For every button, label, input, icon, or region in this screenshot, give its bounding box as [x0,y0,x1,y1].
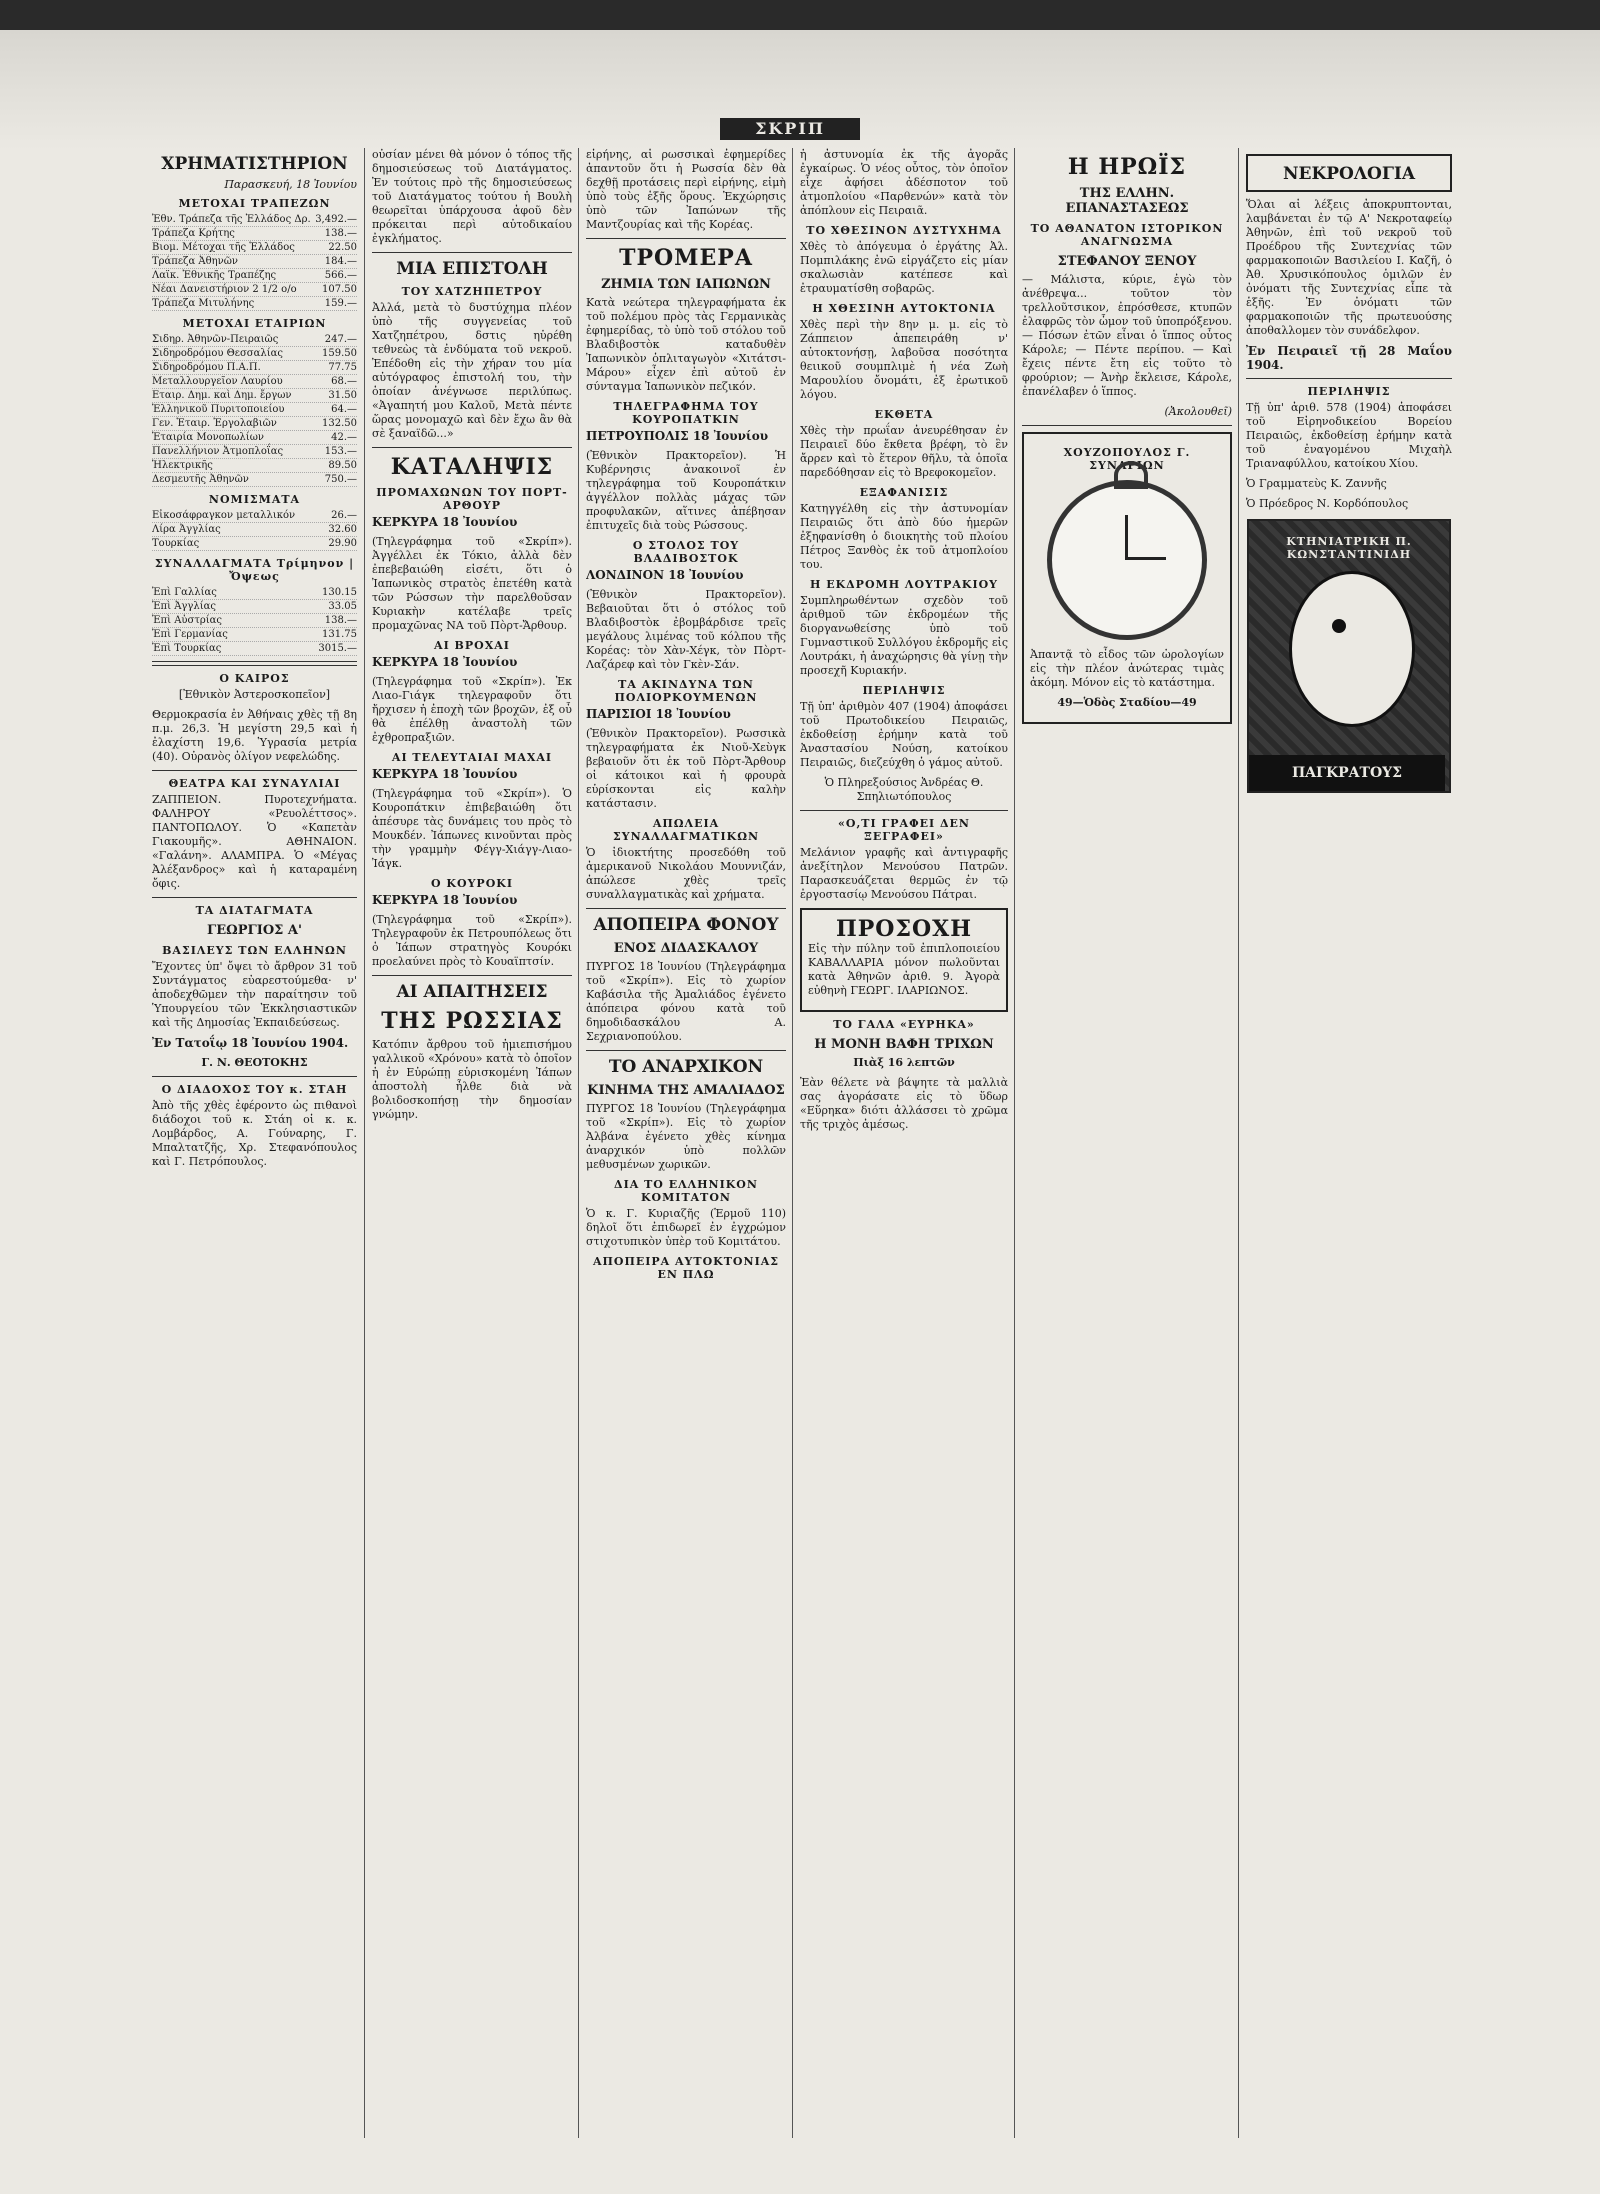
serial-title: Η ΗΡΩΪΣ [1067,154,1187,180]
row-label: Νέαι Δανειστήριον 2 1/2 ο/ο [152,284,297,295]
masthead: ΣΚΡΙΠ [720,118,860,140]
weather-text: Θερμοκρασία ἐν Ἀθήναις χθὲς τῇ 8η π.μ. 26,3. Ἡ μεγίστη 29,5 καὶ ἡ ἐλαχίστη 19,6. Ὑγρασία μετρία (40). Οὐρανὸς ὀλίγον νεφελώδης. [152,708,357,763]
missing-title: ΕΞΑΦΑΝΙΣΙΣ [859,486,949,499]
dispatch-text: (Ἐθνικὸν Πρακτορεῖον). Ἡ Κυβέρνησις ἀνακοινοῖ ἐν τηλεγράφημα τοῦ Κουροπάτκιν ἀγγέλλον πολλὰς μάχας τῶν προφυλακῶν, αἵτινες ἀπέβησαν ἐπιτυχεῖς διὰ τοὺς Ρώσσους. [586,449,786,532]
accident-title: ΤΟ ΧΘΕΣΙΝΟΝ ΔΥΣΤΥΧΗΜΑ [806,224,1002,237]
row-label: Τράπεζα Ἀθηνῶν [152,256,238,267]
decree-date: Ἐν Τατοΐῳ 18 Ἰουνίου 1904. [152,1036,349,1050]
warning-ad-title: ΠΡΟΣΟΧΗ [835,916,973,942]
newspaper-page [152,148,1452,2138]
column-war-news [372,148,572,2138]
committee-text: Ὁ κ. Γ. Κυριαζῆς (Ἑρμοῦ 110) δηλοῖ ὅτι ἐπιδωρεῖ ἐν ἐγχρώμον στιχοτυπικὸν ὑπὲρ τοῦ Κομιτάτου. [586,1207,786,1248]
theatre-title: ΘΕΑΤΡΑ ΚΑΙ ΣΥΝΑΥΛΙΑΙ [168,777,341,790]
dye-ad-price: Πιὰξ 16 λεπτῶν [853,1056,955,1069]
banks-title: ΜΕΤΟΧΑΙ ΤΡΑΠΕΖΩΝ [178,197,331,210]
dispatch-text: (Τηλεγράφημα τοῦ «Σκρίπ»). Ἀγγέλλει ἐκ Τόκιο, ἀλλὰ δὲν ἐπεβεβαιώθη εἰσέτι, ὅτι ὁ Ἰαπωνικὸς στρατὸς ἐπετέθη κατὰ τῶν Ρώσσων τὴν παρελθοῦσαν Κυριακὴν κατέλαβε τρεῖς προμαχῶνας ΝΑ τοῦ Πὸρτ-Ἄρθουρ. [372,535,572,632]
row-value: 31.50 [328,390,357,401]
companies-table [152,333,357,487]
table-row [152,473,357,487]
table-row [152,523,357,537]
dispatch-text: (Ἐθνικὸν Πρακτορεῖον). Βεβαιοῦται ὅτι ὁ στόλος τοῦ Βλαδιβοστὸκ ἐβομβάρδισε τρεῖς μεγάλους λιμένας τοῦ κόλπου τῆς Κορέας: τὸν Χὰν-Χέγκ, τὸν Πὸρτ-Λαζάρεφ καὶ τὸν Γκὲν-Σάν. [586,588,786,671]
banks-table [152,213,357,311]
row-value: 3,492.— [315,214,357,225]
dispatch-dateline: ΚΕΡΚΥΡΑ 18 Ἰουνίου [372,893,518,907]
serial-author: ΣΤΕΦΑΝΟΥ ΞΕΝΟΥ [1057,254,1197,269]
king-name: ΓΕΩΡΓΙΟΣ Α' [207,923,302,938]
notice-text: Τῇ ὑπ' ἀριθ. 578 (1904) ἀποφάσει τοῦ Εἰρηνοδικείου Βορείου Πειραιῶς, ἐκδοθείσῃ ἐρήμην κατὰ τοῦ ἐναγομένου Μιχαὴλ Τριαναφύλλου, κατοίκου Χίου. [1246,401,1452,470]
row-value: 138.— [324,615,357,626]
emblem-text: ΚΤΗΝΙΑΤΡΙΚΗ Π. ΚΩΝΣΤΑΝΤΙΝΙΔΗ [1286,535,1412,561]
suicide-title: Η ΧΘΕΣΙΝΗ ΑΥΤΟΚΤΟΝΙΑ [812,302,996,315]
bills-loss-title: ΑΠΩΛΕΙΑ ΣΥΝΑΛΛΑΓΜΑΤΙΚΩΝ [612,817,760,843]
demands-text: Κατόπιν ἄρθρου τοῦ ἡμιεπισήμου γαλλικοῦ «Χρόνου» κατὰ τὸ ὁποῖον ἡ ἐν Εὐρώπῃ εὑρισκομένη Ἰάπων ἀποστολὴ ἦλθε διὰ νὰ βολιδοσκοπήσῃ τὴν δημοσίαν γνώμην. [372,1038,572,1121]
anarchy-title: ΤΟ ΑΝΑΡΧΙΚΟΝ [608,1057,764,1077]
exchange-table [152,586,357,656]
divider [586,238,786,239]
coins-table [152,509,357,551]
row-value: 131.75 [322,629,357,640]
table-row [152,269,357,283]
excursion-text: Συμπληρωθέντων σχεδὸν τοῦ ἀριθμοῦ τῶν ἐκδρομέων τῆς διοργανωθείσης ὑπὸ τοῦ Γυμναστικοῦ Συλλόγου ἐκδρομῆς εἰς Λουτράκι, ἡ ἀναχώρησις θὰ γίνῃ τὴν προσεχῆ Κυριακήν. [800,594,1008,677]
divider [152,897,357,898]
row-label: Ἑλληνικοῦ Πυριτοποιείου [152,404,285,415]
table-row [152,283,357,297]
row-value: 22.50 [328,242,357,253]
row-label: Ἑταιρία Μονοπωλίων [152,432,264,443]
dye-ad-subtitle: Η ΜΟΝΗ ΒΑΦΗ ΤΡΙΧΩΝ [814,1037,994,1052]
fleet-title: Ο ΣΤΟΛΟΣ ΤΟΥ ΒΛΑΔΙΒΟΣΤΟΚ [632,539,740,565]
dispatch-dateline: ΚΕΡΚΥΡΑ 18 Ἰουνίου [372,655,518,669]
row-value: 107.50 [322,284,357,295]
watch-hand-icon [1125,515,1128,560]
notice-title: ΠΕΡΙΛΗΨΙΣ [1307,385,1391,398]
notice-signature: Ὁ Πληρεξούσιος Ἀνδρέας Θ. Σπηλιωτόπουλος [824,776,984,803]
exposed-text: Χθὲς τὴν πρωΐαν ἀνευρέθησαν ἐν Πειραιεῖ δύο ἔκθετα βρέφη, τὸ ἓν ἄρρεν καὶ τὸ ἕτερον θῆλυ, τὰ ὁποῖα παρεδόθησαν εἰς τὸ Βρεφοκομεῖον. [800,424,1008,479]
accident-text: Χθὲς τὸ ἀπόγευμα ὁ ἐργάτης Ἀλ. Πομπιλάκης ἐνῶ εἰργάζετο εἰς μίαν σκαλωσιὰν κατέπεσε καὶ ἐτραυματίσθη σοβαρῶς. [800,240,1008,295]
dispatch-text: (Τηλεγράφημα τοῦ «Σκρίπ»). Τηλεγραφοῦν ἐκ Πετρουπόλεως ὅτι ὁ Ἰάπων στρατηγὸς Κουρόκι προελαύνει πρὸς τὸ Κουαϊπτσίν. [372,913,572,968]
row-label: Μεταλλουργεῖον Λαυρίου [152,376,283,387]
loss-subtitle: ΖΗΜΙΑ ΤΩΝ ΙΑΠΩΝΩΝ [601,277,771,292]
watch-crown-icon [1114,461,1148,489]
table-row [152,445,357,459]
row-value: 138.— [324,228,357,239]
table-row [152,614,357,628]
watch-hand-icon [1126,557,1166,560]
row-label: Πανελλήνιον Ἀτμοπλοΐας [152,446,284,457]
ink-ad-text: Μελάνιον γραφῆς καὶ ἀντιγραφῆς ἀνεξίτηλον Μενούσου Πατρῶν. Παρασκευάζεται θερμῶς ἐν τῷ ἐργοστασίῳ Μενούσου Πάτραι. [800,846,1008,901]
demands-subtitle: ΤΗΣ ΡΩΣΣΙΑΣ [381,1008,563,1034]
serial-continued: (Ἀκολουθεῖ) [1164,405,1232,418]
row-value: 184.— [324,256,357,267]
row-label: Ἐπὶ Γερμανίας [152,629,228,640]
divider [152,770,357,771]
king-subtitle: ΒΑΣΙΛΕΥΣ ΤΩΝ ΕΛΛΗΝΩΝ [162,944,347,957]
market-title: ΧΡΗΜΑΤΙΣΤΗΡΙΟΝ [161,154,348,174]
serial-tagline: ΤΟ ΑΘΑΝΑΤΟΝ ΙΣΤΟΡΙΚΟΝ ΑΝΑΓΝΩΣΜΑ [1030,222,1224,248]
loss-title: ΤΡΟΜΕΡΑ [619,245,753,271]
exchange-title: ΣΥΝΑΛΛΑΓΜΑΤΑ Τρίμηνον | Ὄψεως [154,557,355,583]
notice-signature: Ὁ Γραμματεὺς Κ. Ζαννῆς [1246,477,1387,490]
kouroki-title: Ο ΚΟΥΡΟΚΙ [431,877,513,890]
weather-title: Ο ΚΑΙΡΟΣ [219,672,290,685]
table-row [152,297,357,311]
row-label: Βιομ. Μέτοχαι τῆς Ἑλλάδος [152,242,295,253]
row-value: 29.90 [328,538,357,549]
column-rule [364,148,365,2138]
weather-source: [Ἐθνικὸν Ἀστεροσκοπεῖον] [178,688,331,701]
table-row [152,241,357,255]
continued-text: ἡ ἀστυνομία ἐκ τῆς ἀγορᾶς ἐγκαίρως. Ὁ νέος οὗτος, τὸν ὁποῖον εἶχε ἀφήσει ἀδέσποτον τοῦ ἀτμοπλοίου «Παρθενών» κατὰ τὸν ἀπόπλουν εἰς Πειραιᾶ. [800,148,1008,217]
obituary-text: Ὅλαι αἱ λέξεις ἀποκρυπτονται, λαμβάνεται ἐν τῷ Α' Νεκροταφείῳ Ἀθηνῶν, ἐπὶ τοῦ νεκροῦ τοῦ Προέδρου τῆς Συντεχνίας τῶν φαρμακοποιῶν Βασιλείου Ι. Καζῆ, ὁ Ἀθ. Χρυσικόπουλος ὁμιλῶν ἐν ὀνόματι τῆς Συντεχνίας εἶπε τὰ ἑξῆς. Ἐν ὀνόματι τῶν φαρμακοποιῶν τῆς πρωτευούσης ἀποθαλλομεν τὸν συνάδελφον. [1246,198,1452,337]
anarchy-text: ΠΥΡΓΟΣ 18 Ἰουνίου (Τηλεγράφημα τοῦ «Σκρίπ»). Εἰς τὸ χωρίον Ἀλβάνα ἐγένετο χθὲς κίνημα ἀναρχικόν ὑπὸ πολλῶν μεθυσμένων χωρικῶν. [586,1102,786,1171]
decree-text: Ἔχοντες ὑπ' ὄψει τὸ ἄρθρον 31 τοῦ Συντάγματος εὐαρεστούμεθα· ν' ἀποδεχθῶμεν τὴν παραίτησιν τοῦ Ὑπουργείου τῶν Ἐκκλησιαστικῶν καὶ τῆς Δημοσίας Ἐκπαιδεύσεως. [152,960,357,1029]
table-row [152,213,357,227]
scan-top-edge [0,0,1600,30]
watch-ad-merchant: ΧΟΥΖΟΠΟΥΛΟΣ Γ. ΣΥΝΑΡΙΩΝ [1063,446,1191,472]
table-row [152,347,357,361]
committee-title: ΔΙΑ ΤΟ ΕΛΛΗΝΙΚΟΝ ΚΟΜΙΤΑΤΟΝ [614,1178,758,1204]
battles-title: ΑΙ ΤΕΛΕΥΤΑΙΑΙ ΜΑΧΑΙ [391,751,553,764]
letter-title: ΜΙΑ ΕΠΙΣΤΟΛΗ [396,259,548,279]
missing-text: Κατηγγέλθη εἰς τὴν ἀστυνομίαν Πειραιῶς ὅτι ἀπὸ δύο ἡμερῶν ἐξηφανίσθη ὁ διοικητὴς τοῦ πλοίου Πέτρος Ξανθὸς ἐκ τοῦ ἀτμοπλοίου του. [800,502,1008,571]
divider [586,1050,786,1051]
row-value: 26.— [331,510,357,521]
continued-text: εἰρήνης, αἱ ρωσσικαὶ ἐφημερίδες ἀπαντοῦν ὅτι ἡ Ρωσσία δὲν θὰ δεχθῇ προτάσεις περὶ εἰρήνης, εἰμὴ ὑπὸ τοὺς ἑξῆς ὅρους. Ἐκχώρησις ὑπὸ τῶν Ἰαπώνων τῆς Μαντζουρίας καὶ τῆς Κορέας. [586,148,786,231]
watch-ad-address: 49—Ὁδὸς Σταδίου—49 [1057,696,1197,709]
dispatch-dateline: ΛΟΝΔΙΝΟΝ 18 Ἰουνίου [586,568,744,582]
suicide-text: Χθὲς περὶ τὴν 8ην μ. μ. εἰς τὸ Ζάππειον ἀπεπειράθη ν' αὐτοκτονήσῃ, λαβοῦσα ποσότητα θειικοῦ σουμπλιμὲ ἡ νέα Ζωὴ Μαρουλίου ὄνομάτι, ἐξ ἐρωτικοῦ λόγου. [800,318,1008,401]
row-value: 130.15 [322,587,357,598]
veterinary-emblem [1247,519,1451,793]
pocket-watch-icon [1047,480,1207,640]
table-row [152,361,357,375]
notice-text: Τῇ ὑπ' ἀριθμὸν 407 (1904) ἀποφάσει τοῦ Πρωτοδικείου Πειραιῶς, ἐκδοθείσῃ ἐρήμην κατὰ τοῦ Ἀναστασίου Νούση, κατοίκου Πειραιῶς, διεζεύχθη ὁ γάμος αὐτοῦ. [800,700,1008,769]
dispatch-dateline: ΚΕΡΚΥΡΑ 18 Ἰουνίου [372,515,518,529]
row-value: 159.— [324,298,357,309]
row-value: 89.50 [328,460,357,471]
dye-ad-text: Ἐὰν θέλετε νὰ βάψητε τὰ μαλλιὰ σας ἀγοράσατε εἰς τὸ ὕδωρ «Εὕρηκα» διότι ἀλλάσσει τὸ χρῶμα τῆς τριχὸς ἀμέσως. [800,1076,1008,1131]
row-value: 132.50 [322,418,357,429]
horse-head-icon [1289,571,1415,727]
horse-eye-icon [1332,619,1346,633]
column-rule [1014,148,1015,2138]
row-value: 566.— [324,270,357,281]
besieged-title: ΤΑ ΑΚΙΝΔΥΝΑ ΤΩΝ ΠΟΛΙΟΡΚΟΥΜΕΝΩΝ [614,678,758,704]
murder-subtitle: ΕΝΟΣ ΔΙΔΑΣΚΑΛΟΥ [613,941,759,956]
theatre-text: ΖΑΠΠΕΙΟΝ. Πυροτεχνήματα. ΦΑΛΗΡΟΥ «Ρευολέττσος». ΠΑΝΤΟΠΩΛΟΥ. Ὁ «Καπετὰν Γιακουμῆς». ΑΘΗΝΑΙΟΝ. «Γαλάνη». ΑΛΑΜΠΡΑ. Ὁ «Μέγας Ἀλέξανδρος» καὶ ἡ καταραμένη ὄφις. [152,793,357,890]
row-value: 3015.— [318,643,357,654]
letter-subtitle: ΤΟΥ ΧΑΤΖΗΠΕΤΡΟΥ [401,285,543,298]
table-row [152,389,357,403]
row-label: Δεσμευτῆς Ἀθηνῶν [152,474,249,485]
row-label: Τουρκίας [152,538,200,549]
table-row [152,642,357,656]
divider [1246,378,1452,379]
row-label: Ἐπὶ Τουρκίας [152,643,222,654]
table-row [152,431,357,445]
divider [1022,425,1232,426]
dispatch-text: (Ἐθνικὸν Πρακτορεῖον). Ρωσσικὰ τηλεγραφήματα ἐκ Νιοῦ-Χεὺγκ βεβαιοῦν ὅτι ἐκ τοῦ Πὸρτ-Ἄρθουρ οἱ κάτοικοι καὶ ἡ φρουρὰ εὑρίσκονται εἰς καλὴν κατάστασιν. [586,727,786,810]
dye-ad-title: ΤΟ ΓΑΛΑ «ΕΥΡΗΚΑ» [833,1018,975,1031]
obituary-title: ΝΕΚΡΟΛΟΓΙΑ [1282,164,1416,184]
row-value: 68.— [331,376,357,387]
row-value: 77.75 [328,362,357,373]
row-label: Λαϊκ. Ἐθνικῆς Τραπέζης [152,270,277,281]
table-row [152,417,357,431]
divider [152,1076,357,1077]
exposed-title: ΕΚΘΕΤΑ [874,408,934,421]
row-label: Λίρα Ἀγγλίας [152,524,221,535]
bills-loss-text: Ὁ ἰδιοκτήτης προσεδόθη τοῦ ἀμερικανοῦ Νικολάου Μουννιζάν, ἀπώλεσε χθὲς τρεῖς συναλλαγματικὰς καὶ χρήματα. [586,846,786,901]
decree-title: ΤΑ ΔΙΑΤΑΓΜΑΤΑ [195,904,314,917]
dispatch-dateline: ΚΕΡΚΥΡΑ 18 Ἰουνίου [372,767,518,781]
table-row [152,628,357,642]
row-label: Τράπεζα Μιτυλήνης [152,298,255,309]
watch-ad [1022,432,1232,724]
letter-text: Ἀλλά, μετὰ τὸ δυστύχημα πλέον ὑπὸ τῆς συγγενείας τοῦ Χατζηπέτρου, δστις ηὑρέθη τεθνεὼς τὰ ἐνδύματα τοῦ νεκροῦ. Ἐπέδοθη εἰς τὴν χήραν του μία αὐτόγραφος ἐπιστολή του, τὴν ὁποίαν ἀνέγνωσε περιλύπως. «Ἀγαπητή μου Καλοῦ, Μετὰ πέντε ὥρας μονομαχῶ καὶ δὲν ἔχω ἂν θὰ σὲ ξαναϊδῶ...» [372,301,572,440]
table-row [152,586,357,600]
excursion-title: Η ΕΚΔΡΟΜΗ ΛΟΥΤΡΑΚΙΟΥ [809,578,999,591]
row-value: 159.50 [322,348,357,359]
obituary-date: Ἐν Πειραιεῖ τῇ 28 Μαΐου 1904. [1246,344,1452,372]
table-row [152,227,357,241]
row-value: 33.05 [328,601,357,612]
warning-ad [800,908,1008,1012]
decree-signature: Γ. Ν. ΘΕΟΤΟΚΗΣ [201,1056,308,1069]
table-row [152,537,357,551]
row-value: 247.— [324,334,357,345]
row-value: 153.— [324,446,357,457]
market-date: Παρασκευή, 18 Ἰουνίου [224,178,357,191]
row-label: Ἐπὶ Αὐστρίας [152,615,223,626]
column-markets [152,148,357,2138]
column-telegrams [586,148,786,2138]
row-value: 32.60 [328,524,357,535]
row-label: Σιδηρ. Ἀθηνῶν-Πειραιῶς [152,334,279,345]
anarchy-subtitle: ΚΙΝΗΜΑ ΤΗΣ ΑΜΑΛΙΑΔΟΣ [587,1083,785,1098]
row-label: Γεν. Ἑταιρ. Ἐργολαβιῶν [152,418,277,429]
dispatch-dateline: ΠΕΤΡΟΥΠΟΛΙΣ 18 Ἰουνίου [586,429,769,443]
row-value: 42.— [331,432,357,443]
dispatch-text: (Τηλεγράφημα τοῦ «Σκρίπ»). Ἐκ Λιαο-Γιάγκ τηλεγραφοῦν ὅτι ἤρχισεν ἡ ἐποχὴ τῶν βροχῶν, ἐξ οὗ θὰ ἐπέλθῃ ἀναστολὴ τῶν ἐχθροπραξιῶν. [372,675,572,744]
row-value: 750.— [324,474,357,485]
row-label: Εταιρ. Δημ. καὶ Δημ. ἔργων [152,390,292,401]
table-row [152,403,357,417]
table-row [152,333,357,347]
row-value: 64.— [331,404,357,415]
table-row [152,375,357,389]
row-label: Ἡλεκτρικῆς [152,460,213,471]
column-rule [792,148,793,2138]
table-row [152,459,357,473]
table-row [152,255,357,269]
column-rule [1238,148,1239,2138]
row-label: Τράπεζα Κρήτης [152,228,235,239]
successor-text: Ἀπὸ τῆς χθὲς ἐφέροντο ὡς πιθανοὶ διάδοχοι τοῦ κ. Στάη οἱ κ. κ. Λομβάρδος, Α. Γούναρης, Γ. Μπαλτατζῆς, Χρ. Στεφανόπουλος καὶ Γ. Πετρόπουλος. [152,1099,357,1168]
table-row [152,509,357,523]
serial-subtitle: ΤΗΣ ΕΛΛΗΝ. ΕΠΑΝΑΣΤΑΣΕΩΣ [1065,186,1189,216]
capture-title: ΚΑΤΑΛΗΨΙΣ [390,454,554,480]
serial-text: — Μάλιστα, κύριε, ἐγὼ τὸν ἀνέθρεψα... τοῦτον τὸν τρελλοῦτσικον, ἐπρόσθεσε, κτυπῶν ἐλαφρῶς τὸν ὦμον τοῦ ὑποπρόξενου. — Πόσων ἐτῶν εἶναι ὁ ἵππος οὗτος Κάρολε; — Πέντε περίπου. — Καὶ ἔχεις πέντε ἔτη εἰς τοῦτο τὸ φρούριον; — Ἀνὴρ ἔκλεισε, Κάρολε, ἐπανέλαβεν ὁ ἵππος. [1022,273,1232,398]
watch-ad-caption: Ἀπαντᾷ τὸ εἶδος τῶν ὡρολογίων εἰς τὴν πλέον ἀνώτερας τιμὰς ἀκόμη. Μόνον εἰς τὸ κατάστημα. [1030,648,1224,689]
coins-title: ΝΟΜΙΣΜΑΤΑ [208,493,301,506]
column-local-news [800,148,1008,2138]
notice-title: ΠΕΡΙΛΗΨΙΣ [862,684,946,697]
column-obituaries [1246,148,1452,2138]
ink-ad-title: «Ο,ΤΙ ΓΡΑΦΕΙ ΔΕΝ ΞΕΓΡΑΦΕΙ» [838,817,970,843]
dispatch-dateline: ΠΑΡΙΣΙΟΙ 18 Ἰουνίου [586,707,731,721]
continued-text: οὐσίαν μένει θὰ μόνον ὁ τόπος τῆς δημοσιεύσεως τοῦ Διατάγματος. Ἐν τούτοις πρὸ τῆς δημοσιεύσεως τοῦ Διατάγματος τούτου ἡ Βουλὴ θεωρεῖται ὑπάρχουσα ἀφοῦ δὲν πρόκειται περὶ αὐτοδικαίου ἐγκλήματος. [372,148,572,245]
divider [800,810,1008,811]
dispatch-text: (Τηλεγράφημα τοῦ «Σκρίπ»). Ὁ Κουροπάτκιν ἐπιβεβαιώθη ὅτι ἀπέσυρε τὰς δυνάμεις του πρὸς τὸ Μουκδέν. Ἰάπωνες κινοῦνται πρὸς τὴν γραμμὴν Φέγγ-Χιάγγ-Λιαο-Ἰάγκ. [372,787,572,870]
row-label: Εἰκοσάφραγκον μεταλλικόν [152,510,296,521]
obituary-header-box [1246,154,1452,192]
column-serial [1022,148,1232,2138]
demands-title: ΑΙ ΑΠΑΙΤΗΣΕΙΣ [396,982,548,1002]
capture-subtitle: ΠΡΟΜΑΧΩΝΩΝ ΤΟΥ ΠΟΡΤ-ΑΡΘΟΥΡ [376,486,568,512]
attempt-title: ΑΠΟΠΕΙΡΑ ΑΥΤΟΚΤΟΝΙΑΣ ΕΝ ΠΛΩ [592,1255,780,1281]
row-label: Σιδηροδρόμου Θεσσαλίας [152,348,283,359]
column-rule [578,148,579,2138]
row-label: Σιδηροδρόμου Π.Α.Π. [152,362,261,373]
murder-title: ΑΠΟΠΕΙΡΑ ΦΟΝΟΥ [593,915,779,935]
companies-title: ΜΕΤΟΧΑΙ ΕΤΑΙΡΙΩΝ [182,317,327,330]
divider [372,252,572,253]
divider [152,661,357,666]
warning-ad-text: Εἰς τὴν πύλην τοῦ ἐπιπλοποιείου ΚΑΒΑΛΛΑΡΙΑ μόνον πωλοῦνται κατὰ Ἀθηνῶν ἀριθ. 9. Ἀγορὰ εὐθηνὴ ΓΕΩΡΓ. ΙΛΑΡΙΩΝΟΣ. [808,942,1000,997]
emblem-bar: ΠΑΓΚΡΑΤΟΥΣ [1249,755,1445,791]
telegram-title: ΤΗΛΕΓΡΑΦΗΜΑ ΤΟΥ ΚΟΥΡΟΠΑΤΚΙΝ [613,400,759,426]
row-label: Ἐθν. Τράπεζα τῆς Ἑλλάδος Δρ. [152,214,311,225]
loss-text: Κατὰ νεώτερα τηλεγραφήματα ἐκ τοῦ πολέμου πρὸς τὰς Γερμανικὰς ἐφημερίδας, τὸ ὑπὸ τοῦ στόλου τοῦ Βλαδιβοστὸκ καταδυθὲν Ἰαπωνικὸν ὁπλιταγωγὸν «Χιτάτσι-Μάρου» εἶχεν ἐπὶ αὐτοῦ ἐν σύνταγμα Ἰαπωνικὸν πεζικόν. [586,296,786,393]
notice-signature: Ὁ Πρόεδρος Ν. Κορδόπουλος [1246,497,1409,510]
successor-title: Ο ΔΙΑΔΟΧΟΣ ΤΟΥ κ. ΣΤΑΗ [161,1083,348,1096]
table-row [152,600,357,614]
row-label: Ἐπὶ Γαλλίας [152,587,217,598]
row-label: Ἐπὶ Ἀγγλίας [152,601,216,612]
divider [372,975,572,976]
divider [586,908,786,909]
rains-title: ΑΙ ΒΡΟΧΑΙ [434,639,510,652]
divider [372,447,572,448]
murder-text: ΠΥΡΓΟΣ 18 Ἰουνίου (Τηλεγράφημα τοῦ «Σκρίπ»). Εἰς τὸ χωρίον Καβάσιλα τῆς Ἀμαλιάδος ἐγένετο ἀπόπειρα φόνου κατὰ τοῦ δημοδιδασκάλου Α. Σεχριανοπούλου. [586,960,786,1043]
